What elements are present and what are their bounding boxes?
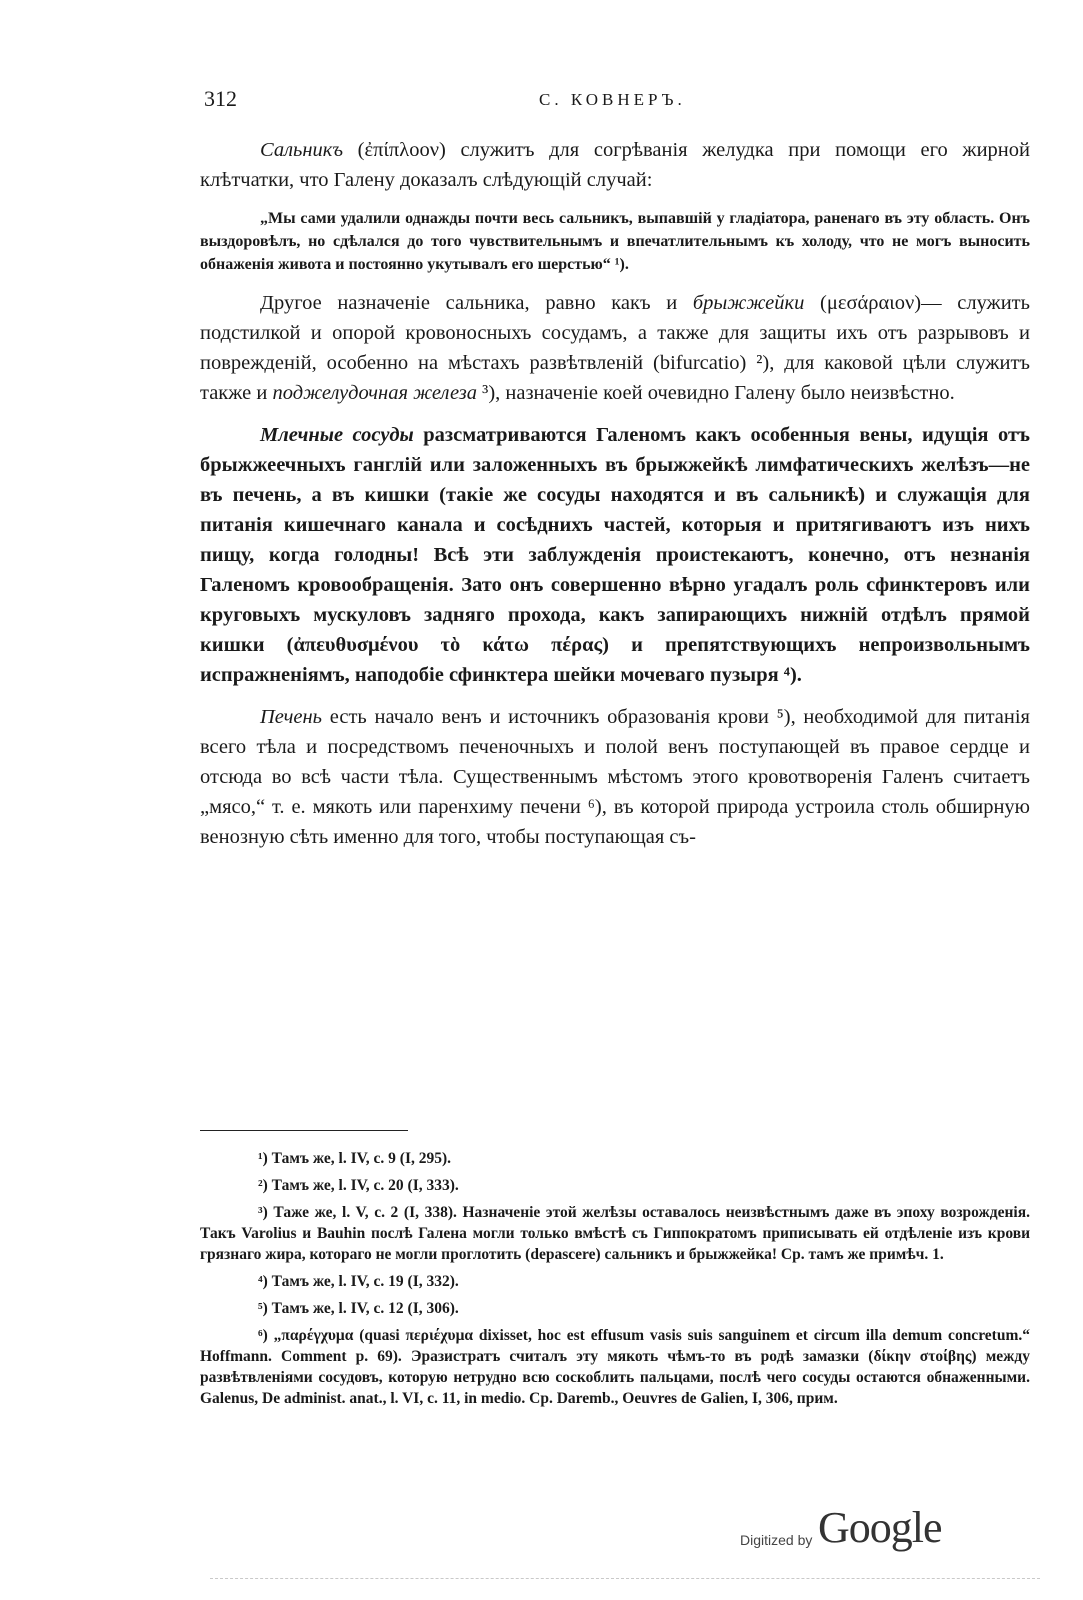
paragraph-liver-text: есть начало венъ и источникъ образованія крови ⁵), необходимой для питанія всего тѣла и посредствомъ печеночныхъ и полой венъ поступающей въ правое сердце и отсюда во всѣ части тѣла. Существеннымъ мѣстомъ этого кровотворенія Галенъ считаетъ „мясо,“ т. е. мякоть или паренхиму печени ⁶), въ которой природа устроила столь обширную венозную сѣть именно для того, чтобы поступающая съ- [200, 706, 1030, 848]
term-mesentery: брыжжейки [692, 292, 805, 314]
running-title: С. КОВНЕРЪ. [539, 90, 686, 109]
footnote-5: ⁵) Тамъ же, l. IV, c. 12 (I, 306). [258, 1300, 459, 1317]
term-pancreas: поджелудочная железа [272, 382, 478, 404]
page-number: 312 [204, 86, 237, 111]
page-edge-artifact [210, 1578, 1040, 1589]
paragraph-mesentery-a: Другое назначеніе сальника, равно какъ и [260, 292, 693, 314]
paragraph-liver [200, 702, 1030, 852]
paragraph-omentum-text: (ἐπίπλοον) служитъ для согрѣванія желудка при помощи его жирной клѣтчатки, что Галену доказалъ слѣдующій случай: [200, 139, 1030, 191]
term-omentum: Сальникъ [260, 139, 343, 161]
footnote-1: ¹) Тамъ же, l. IV, c. 9 (I, 295). [258, 1150, 452, 1167]
footnote-divider [200, 1130, 408, 1131]
term-lacteals: Млечные сосуды [260, 424, 414, 446]
paragraph-mesentery-b: (μεσάραιον)— служить подстилкой и опорой кровоносныхъ сосудамъ, а также для защиты ихъ отъ разрывовъ и поврежденій, особенно на мѣстахъ развѣтвленій (bifurcatio) ²), для каковой цѣли служитъ также и [200, 292, 1030, 404]
paragraph-omentum [200, 135, 1030, 195]
google-logo: Google [818, 1503, 942, 1552]
term-liver: Печень [260, 706, 323, 728]
footnote-3: ³) Таже же, l. V, c. 2 (I, 338). Назначеніе этой желѣзы оставалось неизвѣстнымъ даже въ эпоху возрожденія. Такъ Varolius и Bauhin послѣ Галена могли только вмѣстѣ съ Гиппократомъ приписывать ей отдѣленіе изъ крови грязнаго жира, котораго не могли проглотить (depascere) сальникъ и брыжжейка! Ср. тамъ же примѣч. 1. [200, 1204, 1030, 1263]
footnote-6: ⁶) „παρέγχυμα (quasi περιέχυμα dixisset, hoc est effusum vasis suis sanguinem et circum illa demum concretum.“ Hoffmann. Comment p. 69). Эразистратъ считалъ эту мякоть чѣмъ-то въ родѣ замазки (δίκην στοίβης) между развѣтвленіями сосудовъ, которую нетрудно всю соскоблить пальцами, послѣ чего сосуды остаются обнаженными. Galenus, De administ. anat., l. VI, c. 11, in medio. Cp. Daremb., Oeuvres de Galien, I, 306, прим. [200, 1327, 1030, 1407]
page-header [204, 86, 1024, 116]
footnote-2: ²) Тамъ же, l. IV, c. 20 (I, 333). [258, 1177, 459, 1194]
body-text [200, 135, 1030, 864]
paragraph-lacteals [200, 420, 1030, 690]
footnote-4: ⁴) Тамъ же, l. IV, c. 19 (I, 332). [258, 1273, 459, 1290]
footnotes [200, 1148, 1030, 1415]
quotation-gladiator: „Мы сами удалили однажды почти весь сальникъ, выпавшій у гладіатора, раненаго въ эту область. Онъ выздоровѣлъ, но сдѣлался до того чувствительнымъ и впечатлительнымъ къ холоду, что не могъ выносить обнаженія живота и постоянно укутывалъ его шерстью“ ¹). [200, 210, 1030, 273]
paragraph-lacteals-text: разсматриваются Галеномъ какъ особенныя вены, идущія отъ брыжжеечныхъ ганглій или заложенныхъ въ брыжжейкѣ лимфатическихъ желѣзъ—не въ печень, а въ кишки (такіе же сосуды находятся и въ сальникѣ) и служащія для питанія кишечнаго канала и сосѣднихъ частей, которыя и притягиваютъ изъ нихъ пищу, когда голодны! Всѣ эти заблужденія проистекаютъ, конечно, отъ незнанія Галеномъ кровообращенія. Зато онъ совершенно вѣрно угадалъ роль сфинктеровъ или круговыхъ мускуловъ задняго прохода, какъ запирающихъ нижній отдѣлъ прямой кишки (ἀπευθυσμένου τὸ κάτω πέρας) и препятствующихъ непроизвольнымъ испражненіямъ, наподобіе сфинктера шейки мочеваго пузыря ⁴). [200, 424, 1030, 686]
paragraph-mesentery-c: ³), назначеніе коей очевидно Галену было неизвѣстно. [477, 382, 955, 404]
watermark-small-text: Digitized by [740, 1532, 813, 1548]
paragraph-mesentery [200, 288, 1030, 408]
